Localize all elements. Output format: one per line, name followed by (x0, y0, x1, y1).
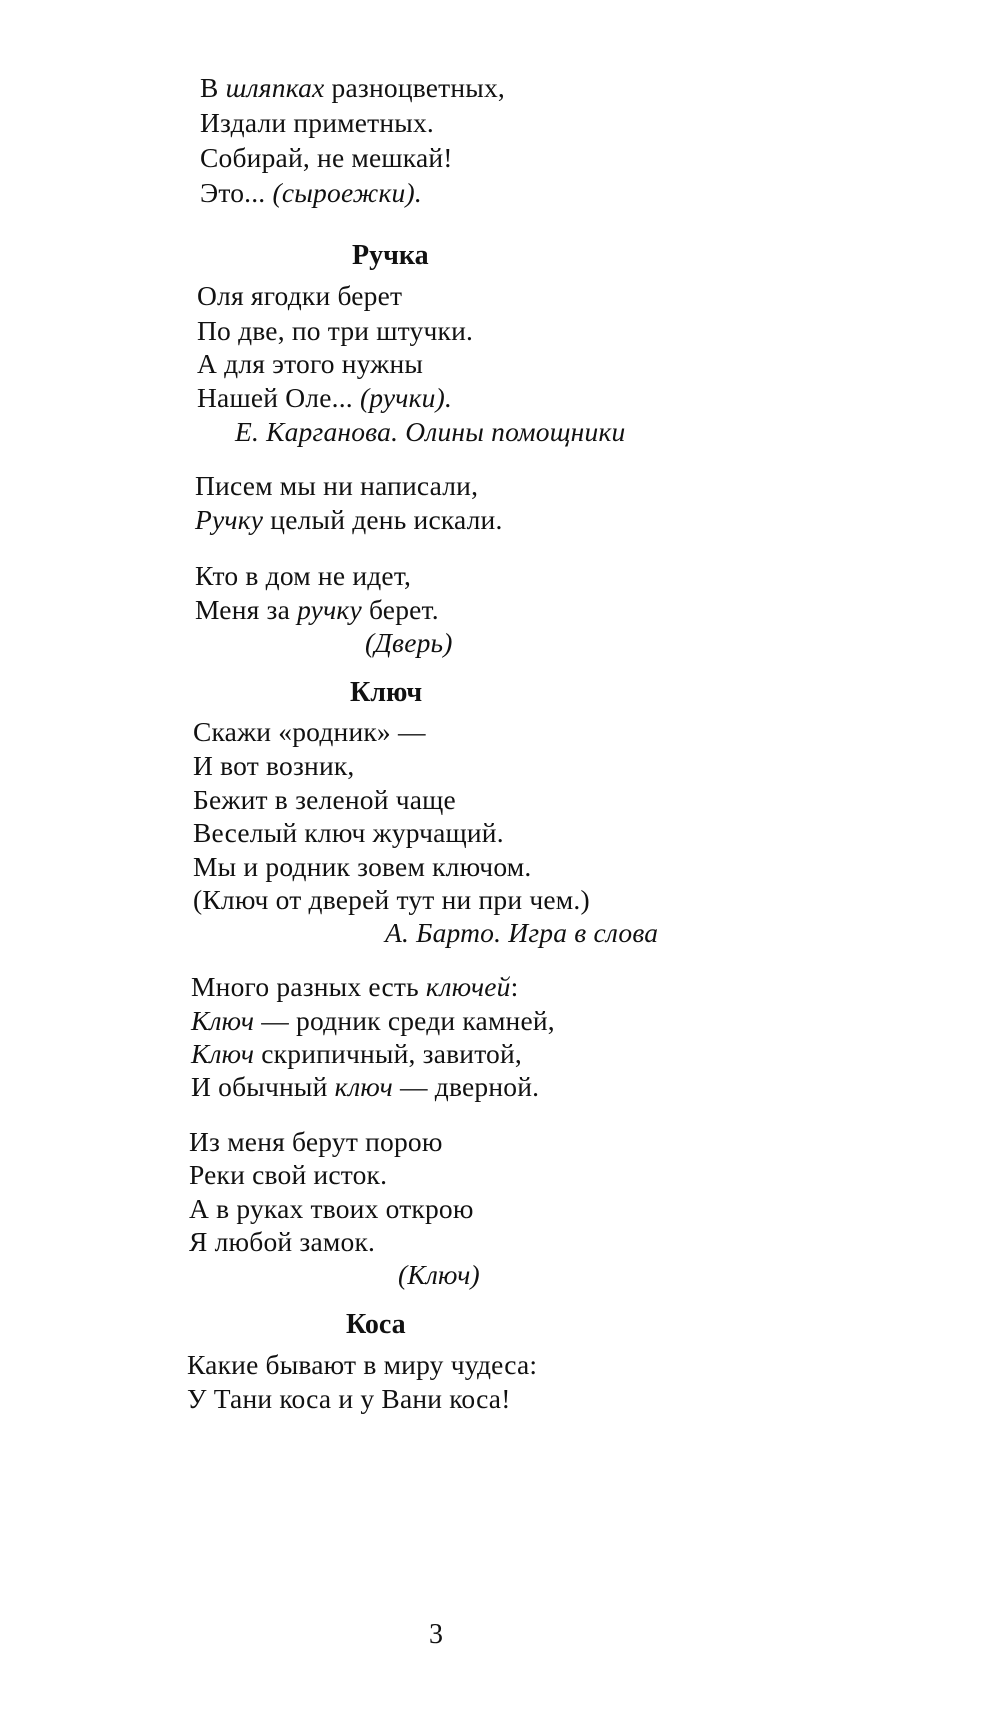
section-title-kluch: Ключ (350, 677, 423, 708)
ruchka-p1-line-3: А для этого нужны (197, 348, 424, 379)
italic-word: ключей (425, 971, 511, 1002)
italic-word: Ручку (195, 504, 264, 535)
ruchka-p3-line-2 (195, 592, 439, 628)
intro-line-4 (200, 175, 422, 211)
text-segment: Нашей Оле... (197, 382, 360, 413)
text-segment: целый день искали. (263, 504, 503, 535)
intro-line-3: Собирай, не мешкай! (200, 142, 453, 173)
text-segment: — родник среди камней, (254, 1005, 555, 1036)
ruchka-p1-line-4 (197, 380, 452, 416)
text-segment: Меня за (195, 594, 298, 625)
ruchka-attribution: Е. Карганова. Олины помощники (235, 416, 626, 447)
page-number: 3 (429, 1619, 443, 1650)
kluch-p3-line-2: Реки свой исток. (189, 1159, 388, 1190)
kluch-p1-line-6: (Ключ от дверей тут ни при чем.) (193, 884, 590, 915)
text-segment: скрипичный, завитой, (254, 1038, 523, 1069)
kosa-line-1: Какие бывают в миру чудеса: (187, 1349, 538, 1380)
kluch-p3-line-3: А в руках твоих открою (189, 1193, 474, 1224)
riddle-answer: (сыроежки). (272, 177, 422, 208)
ruchka-p1-line-1: Оля ягодки берет (197, 280, 403, 311)
kluch-p3-line-4: Я любой замок. (189, 1226, 376, 1257)
kluch-p1-line-3: Бежит в зеленой чаще (193, 784, 456, 815)
section-title-ruchka: Ручка (352, 240, 429, 271)
text-segment: Много разных есть (191, 971, 426, 1002)
text-segment: Это... (200, 177, 273, 208)
kluch-p1-line-1: Скажи «родник» — (193, 716, 426, 747)
text-segment: И обычный (191, 1071, 335, 1102)
text-segment: разноцветных, (324, 72, 505, 103)
ruchka-p2-line-1: Писем мы ни написали, (195, 470, 479, 501)
ruchka-p2-line-2 (195, 502, 503, 538)
kluch-p1-line-4: Веселый ключ журчащий. (193, 817, 504, 848)
ruchka-p3-line-1: Кто в дом не идет, (195, 560, 412, 591)
text-segment: В (200, 72, 226, 103)
ruchka-p1-line-2: По две, по три штучки. (197, 315, 474, 346)
kluch-p3-line-1: Из меня берут порою (189, 1126, 443, 1157)
kluch-answer: (Ключ) (398, 1259, 480, 1290)
intro-line-1 (200, 70, 505, 106)
kluch-p2-line-2 (191, 1003, 555, 1039)
riddle-answer: (ручки). (359, 382, 453, 413)
kluch-p1-line-5: Мы и родник зовем ключом. (193, 851, 532, 882)
text-segment: — дверной. (392, 1071, 540, 1102)
kluch-p1-line-2: И вот возник, (193, 750, 355, 781)
italic-word: шляпках (225, 72, 325, 103)
kluch-p2-line-4 (191, 1069, 539, 1105)
kluch-attribution: А. Барто. Игра в слова (385, 917, 659, 948)
kluch-p2-line-1 (191, 969, 518, 1005)
kosa-line-2: У Тани коса и у Вани коса! (187, 1383, 511, 1414)
italic-word: Ключ (191, 1005, 255, 1036)
text-segment: : (510, 971, 519, 1002)
italic-word: ключ (334, 1071, 393, 1102)
italic-word: Ключ (191, 1038, 255, 1069)
kluch-p2-line-3 (191, 1036, 522, 1072)
intro-line-2: Издали приметных. (200, 107, 435, 138)
section-title-kosa: Коса (346, 1309, 406, 1340)
ruchka-answer: (Дверь) (365, 627, 453, 658)
italic-word: ручку (297, 594, 362, 625)
text-segment: берет. (361, 594, 439, 625)
